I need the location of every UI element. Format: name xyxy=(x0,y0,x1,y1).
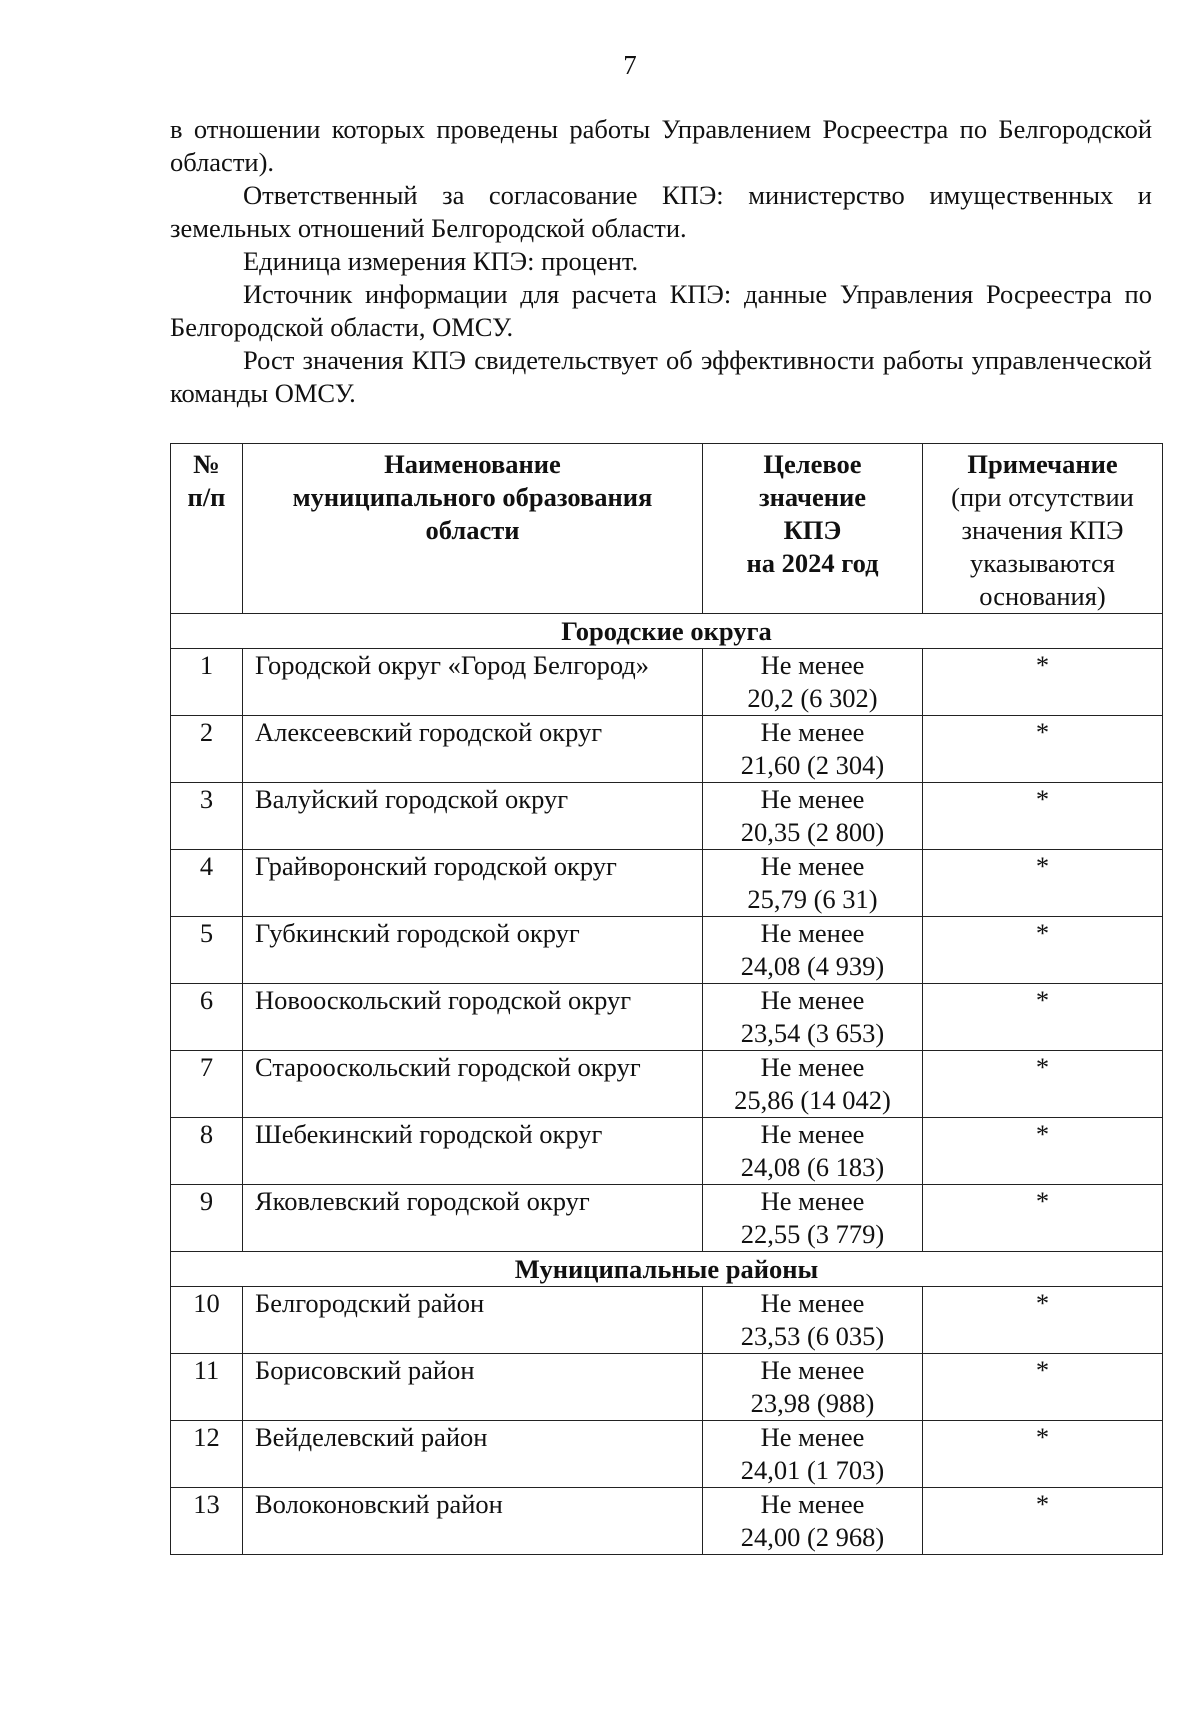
kpe-table xyxy=(170,443,1163,1555)
row-target-value xyxy=(703,1185,923,1252)
row-number: 5 xyxy=(171,917,243,984)
row-target-value xyxy=(703,1287,923,1354)
row-target-number: 24,01 (1 703) xyxy=(740,1455,885,1485)
table-row xyxy=(171,1488,1163,1555)
row-target-value xyxy=(703,649,923,716)
row-number: 7 xyxy=(171,1051,243,1118)
table-row xyxy=(171,850,1163,917)
row-target-prefix: Не менее xyxy=(760,985,865,1015)
row-number: 1 xyxy=(171,649,243,716)
row-note: * xyxy=(923,917,1163,984)
header-note-line: указываются xyxy=(970,548,1115,578)
row-note: * xyxy=(923,1488,1163,1555)
row-target-prefix: Не менее xyxy=(760,784,865,814)
table-row xyxy=(171,716,1163,783)
table-row xyxy=(171,1118,1163,1185)
row-target-number: 24,00 (2 968) xyxy=(740,1522,885,1552)
row-target-number: 25,79 (6 31) xyxy=(747,884,878,914)
row-note: * xyxy=(923,783,1163,850)
row-municipality-name: Алексеевский городской округ xyxy=(243,716,703,783)
paragraph-continuation: в отношении которых проведены работы Управлением Росреестра по Белгородской области). xyxy=(170,114,1152,177)
row-municipality-name: Белгородский район xyxy=(243,1287,703,1354)
row-note: * xyxy=(923,1354,1163,1421)
header-num-line: № xyxy=(193,449,220,479)
row-number: 10 xyxy=(171,1287,243,1354)
row-municipality-name: Новооскольский городской округ xyxy=(243,984,703,1051)
row-municipality-name: Шебекинский городской округ xyxy=(243,1118,703,1185)
table-row xyxy=(171,649,1163,716)
row-target-prefix: Не менее xyxy=(760,851,865,881)
header-num xyxy=(171,444,243,614)
header-note-line: значения КПЭ xyxy=(961,515,1124,545)
header-target-line: на 2024 год xyxy=(746,548,879,578)
table-row xyxy=(171,1287,1163,1354)
paragraph-source: Источник информации для расчета КПЭ: данные Управления Росреестра по Белгородской области, ОМСУ. xyxy=(170,279,1152,342)
row-note: * xyxy=(923,649,1163,716)
header-note xyxy=(923,444,1163,614)
table-row xyxy=(171,1051,1163,1118)
row-target-number: 24,08 (4 939) xyxy=(740,951,885,981)
row-note: * xyxy=(923,1287,1163,1354)
header-target-line: Целевое xyxy=(763,449,862,479)
row-target-prefix: Не менее xyxy=(760,1422,865,1452)
section-row-urban xyxy=(171,614,1163,649)
paragraph-growth: Рост значения КПЭ свидетельствует об эффективности работы управленческой команды ОМСУ. xyxy=(170,345,1152,408)
row-municipality-name: Валуйский городской округ xyxy=(243,783,703,850)
row-municipality-name: Губкинский городской округ xyxy=(243,917,703,984)
row-number: 9 xyxy=(171,1185,243,1252)
header-target-line: КПЭ xyxy=(783,515,842,545)
row-target-prefix: Не менее xyxy=(760,1288,865,1318)
row-number: 13 xyxy=(171,1488,243,1555)
row-target-prefix: Не менее xyxy=(760,1489,865,1519)
section-title-urban: Городские округа xyxy=(171,614,1163,649)
row-target-number: 20,2 (6 302) xyxy=(747,683,878,713)
header-note-line: (при отсутствии xyxy=(951,482,1134,512)
row-target-value xyxy=(703,1118,923,1185)
header-name-line: области xyxy=(425,515,520,545)
header-target xyxy=(703,444,923,614)
header-target-line: значение xyxy=(758,482,867,512)
section-title-districts: Муниципальные районы xyxy=(171,1252,1163,1287)
row-municipality-name: Грайворонский городской округ xyxy=(243,850,703,917)
row-target-value xyxy=(703,1421,923,1488)
row-note: * xyxy=(923,716,1163,783)
row-number: 11 xyxy=(171,1354,243,1421)
row-note: * xyxy=(923,1421,1163,1488)
page-number: 7 xyxy=(623,50,637,80)
row-target-prefix: Не менее xyxy=(760,1119,865,1149)
row-note: * xyxy=(923,850,1163,917)
row-target-number: 22,55 (3 779) xyxy=(740,1219,885,1249)
row-number: 2 xyxy=(171,716,243,783)
row-target-number: 23,98 (988) xyxy=(750,1388,875,1418)
paragraph-responsible: Ответственный за согласование КПЭ: министерство имущественных и земельных отношений Белгородской области. xyxy=(170,180,1152,243)
header-name-line: муниципального образования xyxy=(292,482,653,512)
row-note: * xyxy=(923,1118,1163,1185)
row-target-prefix: Не менее xyxy=(760,1052,865,1082)
row-target-number: 21,60 (2 304) xyxy=(740,750,885,780)
header-note-line: Примечание xyxy=(967,449,1118,479)
row-target-prefix: Не менее xyxy=(760,918,865,948)
row-target-number: 23,54 (3 653) xyxy=(740,1018,885,1048)
row-target-number: 20,35 (2 800) xyxy=(740,817,885,847)
row-number: 8 xyxy=(171,1118,243,1185)
row-target-value xyxy=(703,850,923,917)
row-target-prefix: Не менее xyxy=(760,1186,865,1216)
paragraph-unit: Единица измерения КПЭ: процент. xyxy=(243,246,639,276)
header-num-line: п/п xyxy=(187,482,226,512)
row-target-prefix: Не менее xyxy=(760,650,865,680)
table-row xyxy=(171,783,1163,850)
table-row xyxy=(171,1354,1163,1421)
row-number: 12 xyxy=(171,1421,243,1488)
row-municipality-name: Волоконовский район xyxy=(243,1488,703,1555)
row-note: * xyxy=(923,1185,1163,1252)
row-number: 3 xyxy=(171,783,243,850)
table-row xyxy=(171,917,1163,984)
row-target-number: 25,86 (14 042) xyxy=(734,1085,891,1115)
row-target-value xyxy=(703,1051,923,1118)
header-name xyxy=(243,444,703,614)
row-target-value xyxy=(703,917,923,984)
row-target-prefix: Не менее xyxy=(760,717,865,747)
row-municipality-name: Яковлевский городской округ xyxy=(243,1185,703,1252)
row-number: 4 xyxy=(171,850,243,917)
row-municipality-name: Борисовский район xyxy=(243,1354,703,1421)
table-row xyxy=(171,1421,1163,1488)
row-target-prefix: Не менее xyxy=(760,1355,865,1385)
row-municipality-name: Городской округ «Город Белгород» xyxy=(243,649,703,716)
row-note: * xyxy=(923,984,1163,1051)
row-note: * xyxy=(923,1051,1163,1118)
row-municipality-name: Вейделевский район xyxy=(243,1421,703,1488)
section-row-districts xyxy=(171,1252,1163,1287)
row-municipality-name: Старооскольский городской округ xyxy=(243,1051,703,1118)
row-number: 6 xyxy=(171,984,243,1051)
row-target-value xyxy=(703,783,923,850)
row-target-value xyxy=(703,984,923,1051)
row-target-value xyxy=(703,1488,923,1555)
header-name-line: Наименование xyxy=(384,449,561,479)
table-row xyxy=(171,984,1163,1051)
table-row xyxy=(171,1185,1163,1252)
row-target-number: 23,53 (6 035) xyxy=(740,1321,885,1351)
table-header-row xyxy=(171,444,1163,614)
row-target-value xyxy=(703,716,923,783)
header-note-line: основания) xyxy=(979,581,1106,611)
row-target-number: 24,08 (6 183) xyxy=(740,1152,885,1182)
row-target-value xyxy=(703,1354,923,1421)
